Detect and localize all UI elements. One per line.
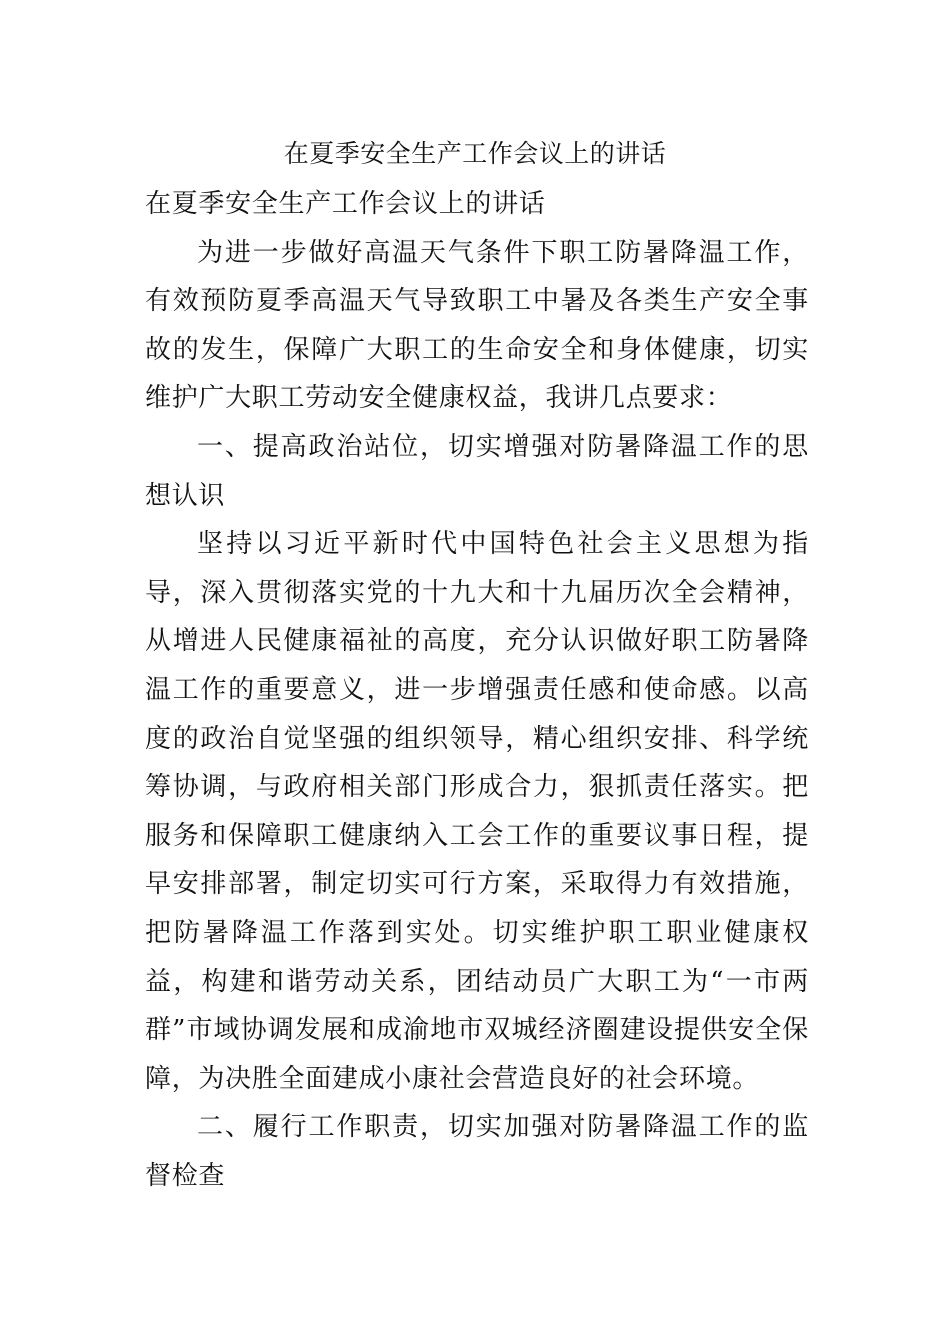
document-subtitle: 在夏季安全生产工作会议上的讲话 <box>145 189 546 219</box>
section-1-paragraph: 坚持以习近平新时代中国特色社会主义思想为指导，深入贯彻落实党的十九大和十九届历次全会精神，从增进人民健康福祉的高度，充分认识做好职工防暑降温工作的重要意义，进一步增强责任感和使命感。以高度的政治自觉坚强的组织领导，精心组织安排、科学统筹协调，与政府相关部门形成合力，狠抓责任落实。把服务和保障职工健康纳入工会工作的重要议事日程，提早安排部署，制定切实可行方案，采取得力有效措施，把防暑降温工作落到实处。切实维护职工职业健康权益，构建和谐劳动关系，团结动员广大职工为“一市两群”市域协调发展和成渝地市双城经济圈建设提供安全保障，为决胜全面建成小康社会营造良好的社会环境。 <box>145 529 809 1094</box>
document-body <box>145 180 809 1200</box>
section-heading-1: 一、提高政治站位，切实增强对防暑降温工作的思想认识 <box>145 431 809 511</box>
document-title: 在夏季安全生产工作会议上的讲话 <box>283 139 667 168</box>
intro-paragraph: 为进一步做好高温天气条件下职工防暑降温工作，有效预防夏季高温天气导致职工中暑及各类生产安全事故的发生，保障广大职工的生命安全和身体健康，切实维护广大职工劳动安全健康权益，我讲几点要求： <box>145 237 809 414</box>
section-heading-2: 二、履行工作职责，切实加强对防暑降温工作的监督检查 <box>145 1112 809 1191</box>
